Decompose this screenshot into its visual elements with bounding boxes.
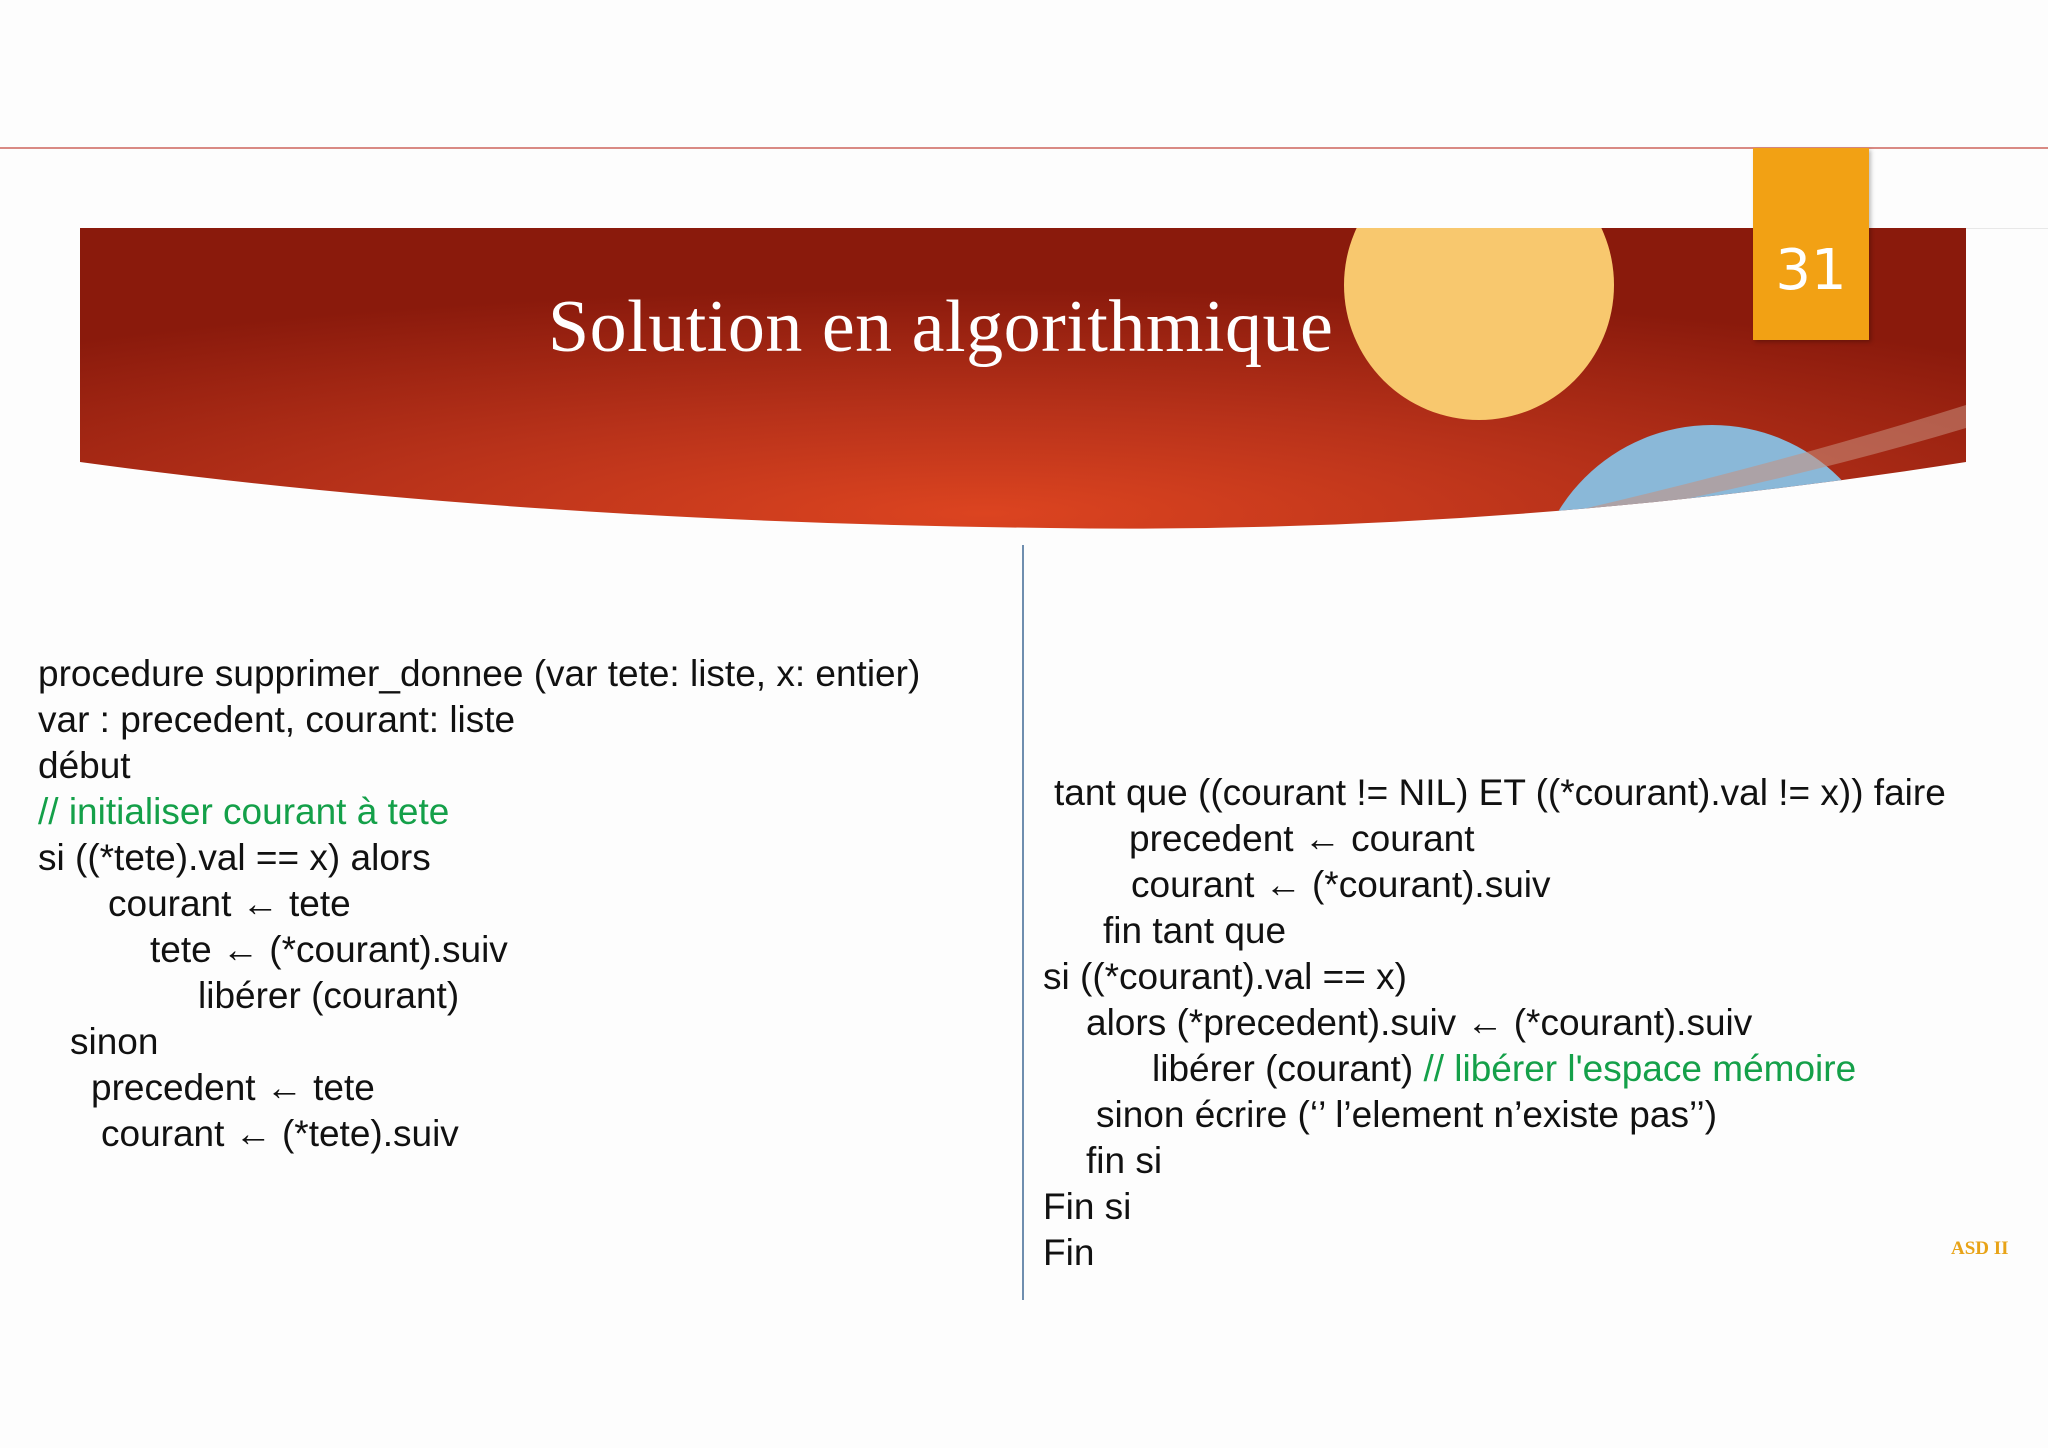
code-comment: // initialiser courant à tete (38, 791, 450, 832)
code-line: fin tant que (1103, 910, 1287, 951)
code-comment: // libérer l'espace mémoire (1423, 1048, 1857, 1089)
code-line: Fin si (1043, 1186, 1132, 1227)
page-number-badge (1753, 148, 1869, 340)
code-line: tete ← (*courant).suiv (150, 929, 508, 970)
footer-course-tag: ASD II (1951, 1238, 2009, 1259)
code-line: precedent ← courant (1129, 818, 1475, 859)
code-line: courant ← (*courant).suiv (1131, 864, 1551, 905)
code-line: var : precedent, courant: liste (38, 699, 516, 740)
code-line: precedent ← tete (91, 1067, 375, 1108)
code-line: fin si (1086, 1140, 1163, 1181)
code-line: libérer (courant) (198, 975, 460, 1016)
sun-circle (1344, 150, 1614, 420)
code-line: si ((*tete).val == x) alors (38, 837, 431, 878)
code-line (1152, 1050, 1856, 1087)
code-line: sinon (70, 1021, 159, 1062)
code-line: courant ← (*tete).suiv (101, 1113, 459, 1154)
column-divider (1022, 545, 1024, 1300)
code-line: courant ← tete (108, 883, 351, 924)
code-line: alors (*precedent).suiv ← (*courant).suiv (1086, 1002, 1753, 1043)
code-text: libérer (courant) (1152, 1048, 1424, 1089)
code-line: début (38, 745, 131, 786)
page-number: 31 (1775, 238, 1847, 303)
code-line: Fin (1043, 1232, 1095, 1273)
code-line: si ((*courant).val == x) (1043, 956, 1407, 997)
code-line: tant que ((courant != NIL) ET ((*courant).val != x)) faire (1054, 772, 1946, 813)
code-line: procedure supprimer_donnee (var tete: liste, x: entier) (38, 653, 921, 694)
code-line: sinon écrire (‘’ l’element n’existe pas’’) (1096, 1094, 1718, 1135)
title-banner (0, 0, 2048, 560)
slide-title: Solution en algorithmique (548, 286, 1334, 368)
